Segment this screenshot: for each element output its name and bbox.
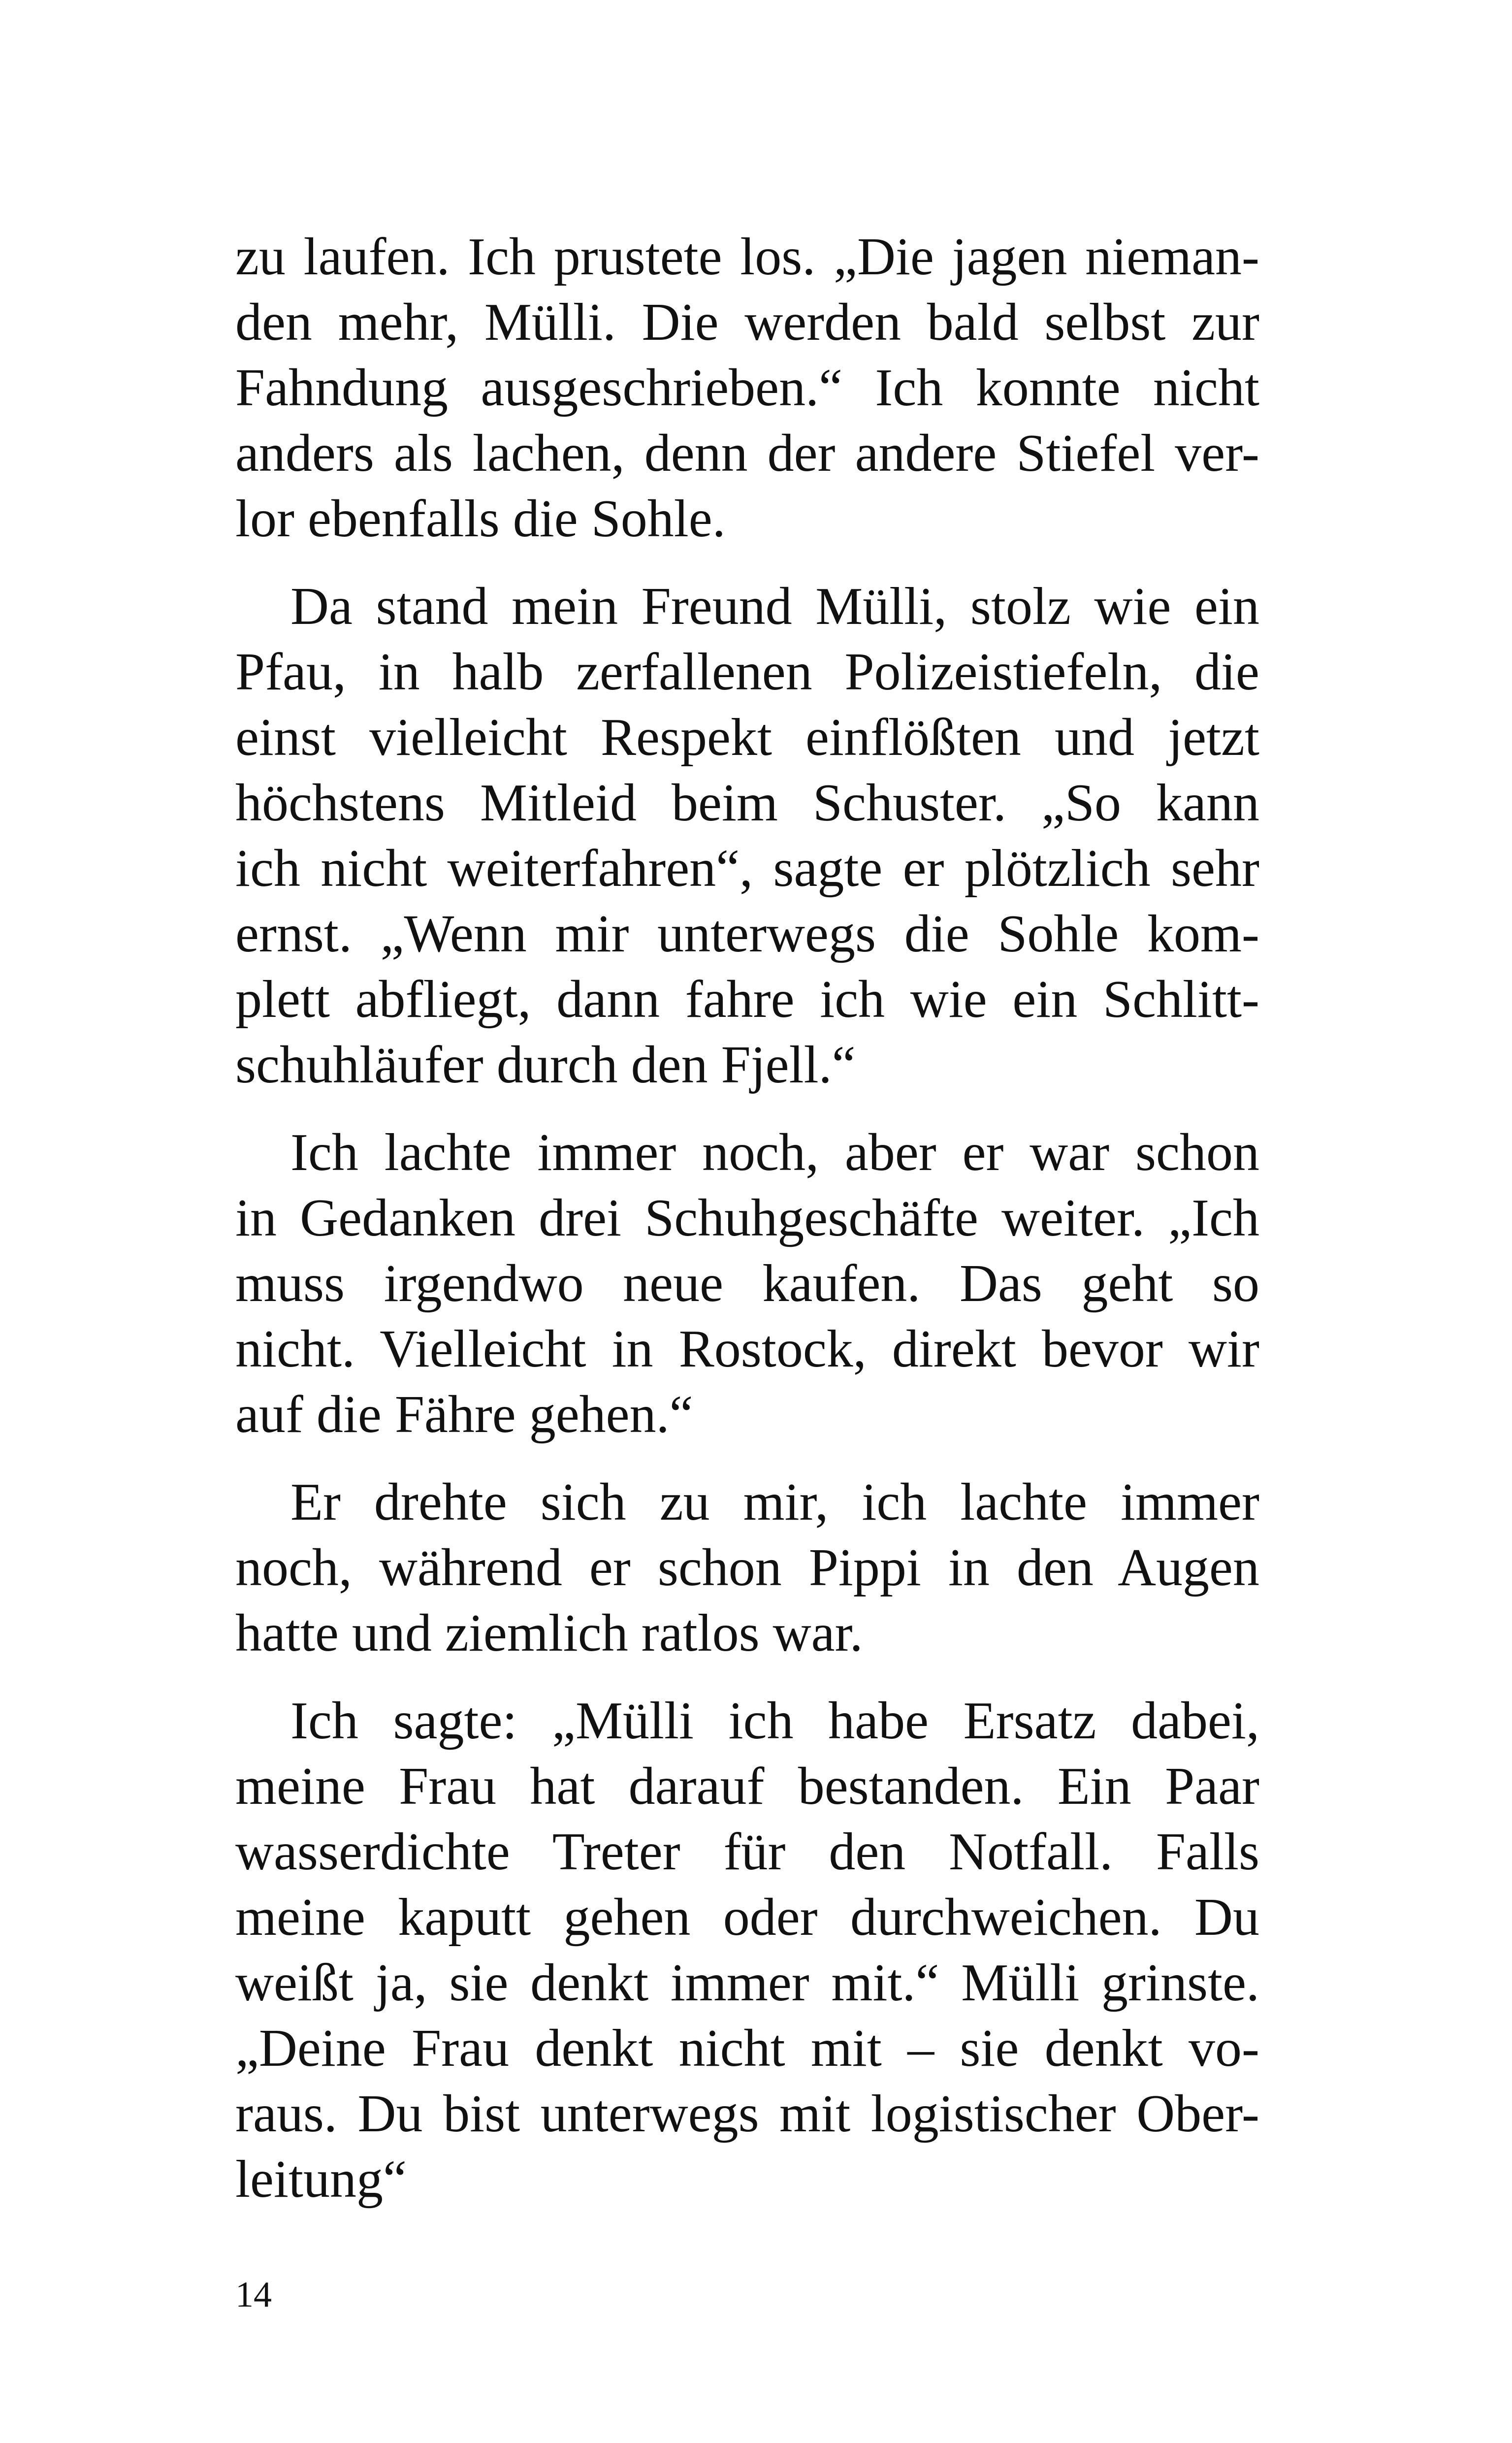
- text-line: „Deine Frau denkt nicht mit – sie denkt vo-: [235, 2019, 1259, 2078]
- text-line: plett abfliegt, dann fahre ich wie ein Schlitt-: [235, 970, 1259, 1029]
- text-line: meine Frau hat darauf bestanden. Ein Paar: [235, 1757, 1259, 1816]
- text-line: noch, während er schon Pippi in den Augen: [235, 1538, 1259, 1597]
- text-line: ich nicht weiterfahren“, sagte er plötzlich sehr: [235, 839, 1259, 898]
- text-line: ernst. „Wenn mir unterwegs die Sohle kom-: [235, 905, 1259, 963]
- text-line: Da stand mein Freund Mülli, stolz wie ein: [290, 577, 1259, 636]
- text-line: einst vielleicht Respekt einflößten und jetzt: [235, 708, 1259, 767]
- text-line: Ich sagte: „Mülli ich habe Ersatz dabei,: [290, 1692, 1259, 1750]
- text-line: schuhläufer durch den Fjell.“: [235, 1036, 856, 1094]
- paragraph-5: [235, 1688, 1259, 2212]
- text-line: weißt ja, sie denkt immer mit.“ Mülli grinste.: [235, 1954, 1259, 2012]
- text-line: zu laufen. Ich prustete los. „Die jagen nieman-: [235, 228, 1259, 286]
- text-line: leitung“: [235, 2150, 407, 2209]
- text-line: höchstens Mitleid beim Schuster. „So kann: [235, 774, 1259, 832]
- page-text: [235, 224, 1259, 2212]
- text-line: hatte und ziemlich ratlos war.: [235, 1604, 863, 1662]
- text-line: wasserdichte Treter für den Notfall. Falls: [235, 1823, 1259, 1881]
- text-line: Fahndung ausgeschrieben.“ Ich konnte nicht: [235, 358, 1259, 417]
- text-line: muss irgendwo neue kaufen. Das geht so: [235, 1254, 1259, 1313]
- text-line: Ich lachte immer noch, aber er war schon: [290, 1123, 1259, 1182]
- paragraph-4: [235, 1469, 1259, 1666]
- paragraph-2: [235, 574, 1259, 1098]
- paragraph-1: [235, 224, 1259, 552]
- text-line: nicht. Vielleicht in Rostock, direkt bevor wir: [235, 1320, 1259, 1378]
- text-line: anders als lachen, denn der andere Stiefel ver-: [235, 424, 1259, 483]
- text-line: auf die Fähre gehen.“: [235, 1385, 693, 1444]
- page-number: 14: [235, 2275, 272, 2315]
- paragraph-3: [235, 1120, 1259, 1447]
- text-line: in Gedanken drei Schuhgeschäfte weiter. „Ich: [235, 1189, 1259, 1247]
- text-line: raus. Du bist unterwegs mit logistischer Ober-: [235, 2085, 1259, 2143]
- text-line: Er drehte sich zu mir, ich lachte immer: [290, 1473, 1259, 1531]
- text-line: meine kaputt gehen oder durchweichen. Du: [235, 1888, 1259, 1947]
- text-line: Pfau, in halb zerfallenen Polizeistiefeln, die: [235, 643, 1259, 701]
- text-line: lor ebenfalls die Sohle.: [235, 489, 726, 548]
- text-line: den mehr, Mülli. Die werden bald selbst zur: [235, 293, 1259, 352]
